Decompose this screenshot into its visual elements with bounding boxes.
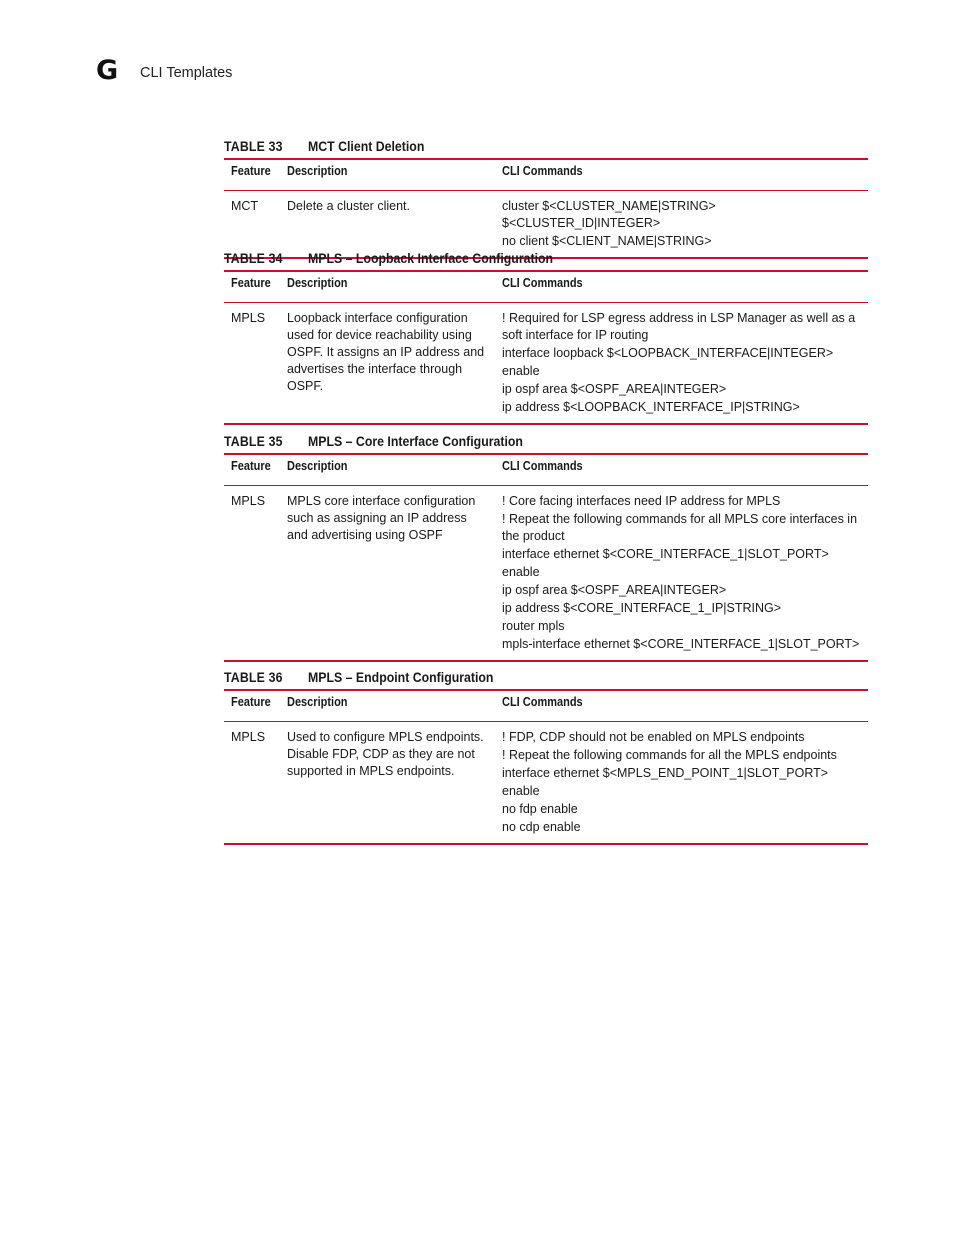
table-caption [224, 250, 868, 270]
cli-command-line: no fdp enable [502, 802, 578, 816]
table-title: MPLS – Core Interface Configuration [308, 433, 523, 449]
cli-command-line: enable [502, 565, 540, 579]
table-number: TABLE 33 [224, 138, 283, 154]
cli-command-line: ip ospf area $<OSPF_AREA|INTEGER> [502, 382, 727, 396]
table-grid [224, 158, 868, 259]
column-header-description: Description [287, 459, 348, 473]
table-caption [224, 433, 868, 453]
cli-command-line: ip address $<LOOPBACK_INTERFACE_IP|STRING> [502, 400, 800, 414]
table-header-row [224, 455, 868, 486]
column-header-description: Description [287, 695, 348, 709]
cli-command-line: ! Repeat the following commands for all MPLS core interfaces in the product [502, 512, 858, 543]
table-36 [224, 669, 868, 845]
running-header-title: CLI Templates [140, 65, 233, 81]
cli-command-line: router mpls [502, 619, 565, 633]
feature-cell: MCT [231, 199, 259, 213]
chapter-letter: G [96, 55, 119, 86]
column-header-cli-commands: CLI Commands [502, 164, 583, 178]
table-grid [224, 270, 868, 425]
cli-command-line: cluster $<CLUSTER_NAME|STRING> $<CLUSTER_ID|INTEGER> [502, 199, 716, 230]
table-caption [224, 138, 868, 158]
table-grid [224, 453, 868, 662]
feature-cell: MPLS [231, 730, 266, 744]
table-header-row [224, 160, 868, 191]
table-number: TABLE 35 [224, 433, 283, 449]
column-header-cli-commands: CLI Commands [502, 276, 583, 290]
table-row [224, 486, 868, 660]
table-row [224, 191, 868, 257]
cli-commands-cell [495, 722, 868, 843]
cli-command-line: ! Core facing interfaces need IP address for MPLS [502, 494, 781, 508]
description-cell: Used to configure MPLS endpoints. Disable FDP, CDP as they are not supported in MPLS endpoints. [287, 730, 484, 778]
cli-command-line: mpls-interface ethernet $<CORE_INTERFACE_1|SLOT_PORT> [502, 637, 860, 651]
cli-command-line: ! FDP, CDP should not be enabled on MPLS endpoints [502, 730, 805, 744]
table-title: MPLS – Endpoint Configuration [308, 669, 494, 685]
table-caption [224, 669, 868, 689]
cli-commands-cell [495, 303, 868, 423]
column-header-feature: Feature [231, 164, 271, 178]
cli-command-line: ! Required for LSP egress address in LSP Manager as well as a soft interface for IP routing [502, 311, 856, 342]
cli-command-line: ip ospf area $<OSPF_AREA|INTEGER> [502, 583, 727, 597]
cli-command-line: ! Repeat the following commands for all the MPLS endpoints [502, 748, 837, 762]
cli-commands-cell [495, 191, 868, 257]
cli-command-line: enable [502, 364, 540, 378]
column-header-description: Description [287, 276, 348, 290]
cli-command-line: no client $<CLIENT_NAME|STRING> [502, 234, 712, 248]
cli-command-line: interface ethernet $<MPLS_END_POINT_1|SLOT_PORT> [502, 766, 829, 780]
cli-command-line: interface ethernet $<CORE_INTERFACE_1|SLOT_PORT> [502, 547, 829, 561]
table-grid [224, 689, 868, 845]
cli-command-line: no cdp enable [502, 820, 581, 834]
description-cell: Delete a cluster client. [287, 199, 410, 213]
table-number: TABLE 34 [224, 250, 283, 266]
column-header-feature: Feature [231, 459, 271, 473]
column-header-feature: Feature [231, 276, 271, 290]
description-cell: MPLS core interface configuration such as assigning an IP address and advertising using OSPF [287, 494, 476, 542]
table-header-row [224, 272, 868, 303]
table-title: MCT Client Deletion [308, 138, 425, 154]
table-35 [224, 433, 868, 662]
cli-command-line: ip address $<CORE_INTERFACE_1_IP|STRING> [502, 601, 782, 615]
column-header-feature: Feature [231, 695, 271, 709]
table-row [224, 722, 868, 843]
description-cell: Loopback interface configuration used for device reachability using OSPF. It assigns an IP address and advertises the interface through OSPF. [287, 311, 485, 393]
column-header-cli-commands: CLI Commands [502, 695, 583, 709]
table-header-row [224, 691, 868, 722]
cli-command-line: enable [502, 784, 540, 798]
table-row [224, 303, 868, 423]
cli-command-line: interface loopback $<LOOPBACK_INTERFACE|INTEGER> [502, 346, 834, 360]
table-34 [224, 250, 868, 425]
feature-cell: MPLS [231, 494, 266, 508]
table-33 [224, 138, 868, 259]
cli-commands-cell [495, 486, 868, 660]
column-header-cli-commands: CLI Commands [502, 459, 583, 473]
table-number: TABLE 36 [224, 669, 283, 685]
feature-cell: MPLS [231, 311, 266, 325]
table-title: MPLS – Loopback Interface Configuration [308, 250, 554, 266]
column-header-description: Description [287, 164, 348, 178]
